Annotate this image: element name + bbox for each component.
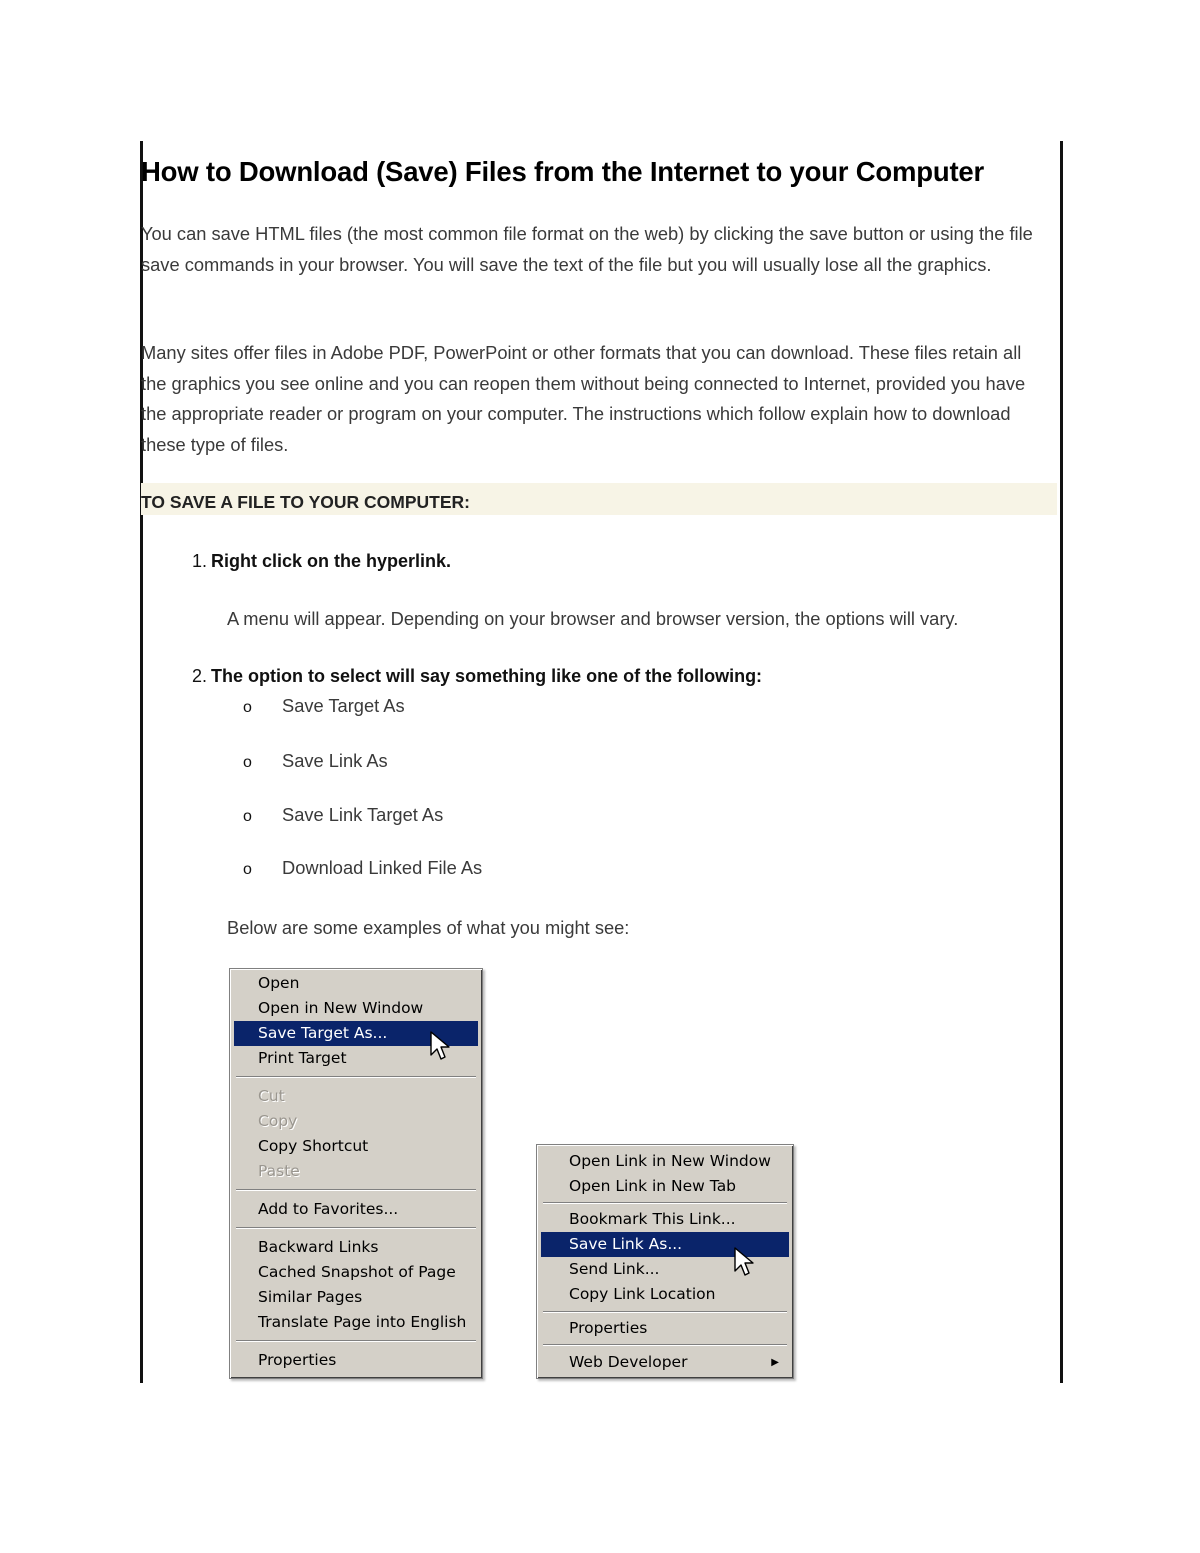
step-text: The option to select will say something like one of the following: xyxy=(211,666,763,686)
menu-item-web-developer[interactable] xyxy=(541,1350,789,1375)
bullet: o xyxy=(243,808,252,825)
menu-item-open[interactable]: Open xyxy=(258,974,300,992)
menu-item-translate-page[interactable]: Translate Page into English xyxy=(258,1313,467,1331)
mouse-pointer-icon xyxy=(430,1031,454,1067)
firefox-context-menu xyxy=(536,1144,794,1379)
bullet: o xyxy=(243,699,252,716)
menu-item-send-link[interactable]: Send Link... xyxy=(569,1260,660,1278)
menu-separator xyxy=(236,1189,476,1191)
step-1 xyxy=(192,551,451,572)
option-label: Save Target As xyxy=(282,695,405,716)
option-item xyxy=(243,857,482,879)
option-label: Save Link As xyxy=(282,750,388,771)
menu-item-label: Web Developer xyxy=(569,1353,688,1371)
menu-separator xyxy=(236,1076,476,1078)
intro-paragraph: You can save HTML files (the most common file format on the web) by clicking the save button or using the file save commands in your browser. You will save the text of the file but you will usually lose all the graphics. xyxy=(141,223,1033,275)
menu-item-paste: Paste xyxy=(258,1162,300,1180)
menu-item-properties[interactable]: Properties xyxy=(258,1351,337,1369)
menu-item-copy: Copy xyxy=(258,1112,298,1130)
menu-item-save-target-as[interactable]: Save Target As... xyxy=(234,1021,478,1046)
step-number: 2. xyxy=(192,666,208,686)
ie-context-menu xyxy=(229,968,483,1379)
step-text: Right click on the hyperlink. xyxy=(211,551,452,571)
menu-separator xyxy=(543,1202,787,1204)
option-item xyxy=(243,804,443,826)
menu-item-cut: Cut xyxy=(258,1087,285,1105)
bullet: o xyxy=(243,861,252,878)
menu-item-properties[interactable]: Properties xyxy=(569,1319,648,1337)
section-title: TO SAVE A FILE TO YOUR COMPUTER: xyxy=(141,492,470,512)
menu-item-open-link-new-window[interactable]: Open Link in New Window xyxy=(569,1152,771,1170)
mouse-pointer-icon xyxy=(734,1247,758,1283)
step-2 xyxy=(192,666,762,687)
menu-item-bookmark-link[interactable]: Bookmark This Link... xyxy=(569,1210,736,1228)
examples-note: Below are some examples of what you might see: xyxy=(227,917,630,938)
menu-separator xyxy=(236,1340,476,1342)
menu-item-open-new-window[interactable]: Open in New Window xyxy=(258,999,424,1017)
menu-item-copy-shortcut[interactable]: Copy Shortcut xyxy=(258,1137,369,1155)
menu-item-save-link-as[interactable]: Save Link As... xyxy=(541,1232,789,1257)
menu-item-similar-pages[interactable]: Similar Pages xyxy=(258,1288,363,1306)
option-item xyxy=(243,695,405,717)
menu-item-print-target[interactable]: Print Target xyxy=(258,1049,347,1067)
formats-paragraph: Many sites offer files in Adobe PDF, PowerPoint or other formats that you can download. These files retain all the graphics you see online and you can reopen them without being connected to Internet, provided you have the appropriate reader or program on your computer. The instructions which follow explain how to download these type of files. xyxy=(141,342,1026,455)
menu-item-open-link-new-tab[interactable]: Open Link in New Tab xyxy=(569,1177,737,1195)
option-item xyxy=(243,750,388,772)
option-label: Download Linked File As xyxy=(282,857,483,878)
menu-item-cached-snapshot[interactable]: Cached Snapshot of Page xyxy=(258,1263,456,1281)
submenu-arrow-icon: ▶ xyxy=(771,1357,779,1368)
menu-item-copy-link-location[interactable]: Copy Link Location xyxy=(569,1285,716,1303)
step-number: 1. xyxy=(192,551,208,571)
menu-separator xyxy=(543,1311,787,1313)
step-1-note: A menu will appear. Depending on your browser and browser version, the options will vary. xyxy=(227,608,959,629)
menu-separator xyxy=(543,1344,787,1346)
menu-separator xyxy=(236,1227,476,1229)
menu-item-backward-links[interactable]: Backward Links xyxy=(258,1238,379,1256)
page-title: How to Download (Save) Files from the Internet to your Computer xyxy=(141,156,985,187)
option-label: Save Link Target As xyxy=(282,804,444,825)
menu-item-add-to-favorites[interactable]: Add to Favorites... xyxy=(258,1200,399,1218)
bullet: o xyxy=(243,754,252,771)
